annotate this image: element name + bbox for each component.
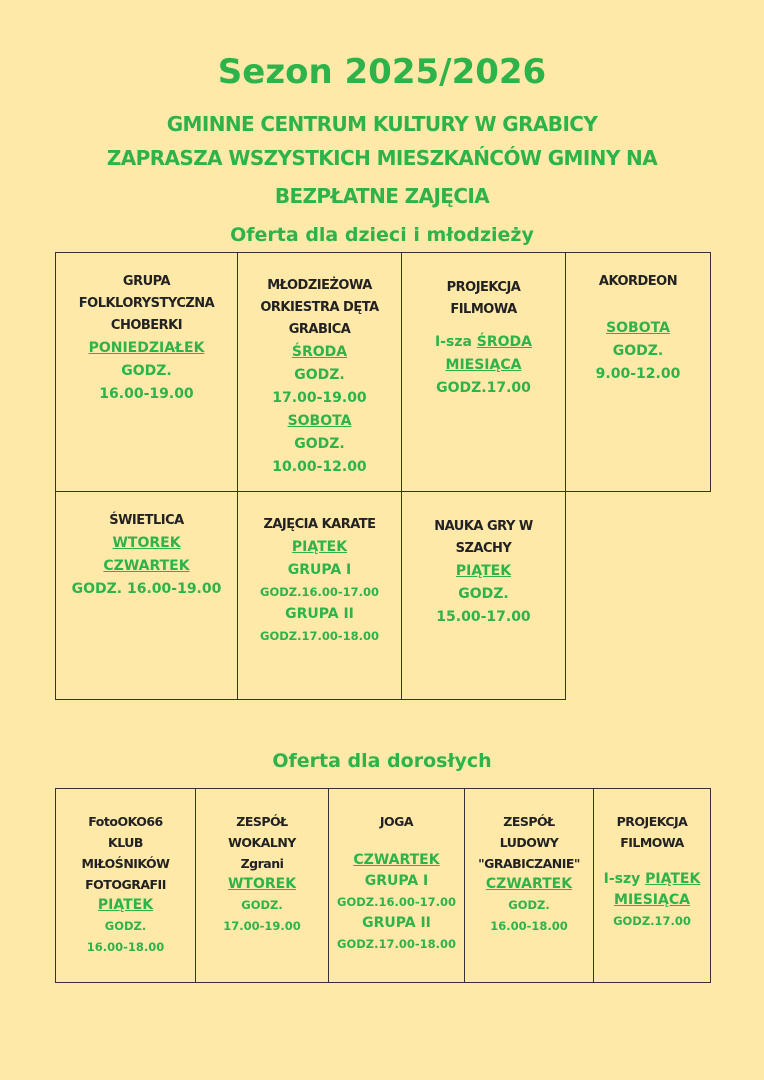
karate-day: PIĄTEK — [291, 539, 348, 555]
kids-heading: Oferta dla dzieci i młodzieży — [230, 224, 534, 246]
cell-projekcja-kids — [401, 252, 566, 492]
akordeon-godz: GODZ. — [612, 343, 664, 359]
foto-name-2: KLUB — [108, 835, 143, 850]
orkiestra-day-1: ŚRODA — [291, 344, 348, 360]
joga-time-2: GODZ.17.00-18.00 — [337, 937, 456, 951]
swietlica-name: ŚWIETLICA — [109, 513, 184, 528]
szachy-name-1: NAUKA GRY W — [434, 519, 533, 534]
orkiestra-day-2: SOBOTA — [287, 413, 352, 429]
ludowy-godz: GODZ. — [508, 898, 550, 912]
ludowy-name-3: "GRABICZANIE" — [478, 856, 580, 871]
cell-projekcja-adults — [593, 788, 711, 983]
grupa-time: 16.00-19.00 — [99, 386, 194, 402]
ludowy-name-2: LUDOWY — [499, 835, 559, 850]
foto-time: 16.00-18.00 — [86, 940, 165, 954]
zespol-name-1: ZESPÓŁ — [236, 814, 288, 829]
projekcja-kids-time: GODZ.17.00 — [436, 380, 531, 396]
swietlica-day-1: WTOREK — [112, 535, 181, 551]
joga-time-1: GODZ.16.00-17.00 — [337, 895, 456, 909]
projekcja-kids-name-1: PROJEKCJA — [446, 280, 521, 295]
projekcja-kids-name-2: FILMOWA — [450, 302, 517, 317]
akordeon-day: SOBOTA — [606, 320, 670, 336]
orkiestra-time-2: 10.00-12.00 — [272, 459, 367, 475]
grupa-name-2: FOLKLORYSTYCZNA — [78, 296, 215, 311]
karate-name: ZAJĘCIA KARATE — [263, 517, 376, 532]
projekcja-adults-time: GODZ.17.00 — [613, 914, 691, 928]
projekcja-adults-name-2: FILMOWA — [620, 835, 684, 850]
joga-name: JOGA — [379, 814, 414, 829]
cell-zespol-wokalny — [195, 788, 329, 983]
ludowy-day: CZWARTEK — [485, 876, 573, 892]
foto-name-1: FotoOKO66 — [88, 814, 163, 829]
foto-name-4: FOTOGRAFII — [85, 877, 166, 892]
joga-group-2: GRUPA II — [362, 915, 431, 931]
orkiestra-name-1: MŁODZIEŻOWA — [267, 278, 372, 293]
foto-day: PIĄTEK — [97, 897, 154, 913]
cell-akordeon — [565, 252, 711, 492]
ludowy-name-1: ZESPÓŁ — [503, 814, 555, 829]
grupa-name-1: GRUPA — [122, 274, 171, 289]
projekcja-adults-pre: I-szy — [603, 871, 646, 887]
zespol-godz: GODZ. — [241, 898, 283, 912]
cell-zespol-ludowy — [464, 788, 594, 983]
zespol-day: WTOREK — [227, 876, 297, 892]
cell-swietlica — [55, 491, 238, 700]
grupa-day: PONIEDZIAŁEK — [88, 340, 205, 356]
projekcja-kids-day: ŚRODA — [476, 334, 533, 350]
foto-godz: GODZ. — [104, 919, 147, 933]
projekcja-adults-miesiaca: MIESIĄCA — [614, 892, 690, 908]
akordeon-time: 9.00-12.00 — [595, 366, 681, 382]
szachy-time: 15.00-17.00 — [436, 609, 531, 625]
page-title: Sezon 2025/2026 — [217, 52, 547, 92]
szachy-name-2: SZACHY — [455, 541, 512, 556]
swietlica-day-2: CZWARTEK — [103, 558, 190, 574]
swietlica-time: GODZ. 16.00-19.00 — [71, 581, 222, 597]
cell-szachy — [401, 491, 566, 700]
projekcja-kids-miesiaca: MIESIĄCA — [445, 357, 522, 373]
subtitle-line-2: ZAPRASZA WSZYSTKICH MIESZKAŃCÓW GMINY NA — [106, 146, 658, 170]
subtitle-line-1: GMINNE CENTRUM KULTURY W GRABICY — [166, 112, 598, 136]
cell-karate — [237, 491, 402, 700]
zespol-name-2: WOKALNY — [228, 835, 296, 850]
orkiestra-godz-1: GODZ. — [294, 367, 345, 383]
orkiestra-time-1: 17.00-19.00 — [272, 390, 367, 406]
projekcja-adults-name-1: PROJEKCJA — [616, 814, 688, 829]
akordeon-name: AKORDEON — [598, 274, 678, 289]
orkiestra-godz-2: GODZ. — [294, 436, 345, 452]
cell-fotooko — [55, 788, 196, 983]
grupa-name-3: CHOBERKI — [110, 318, 183, 333]
grupa-godz: GODZ. — [121, 363, 172, 379]
karate-group-2: GRUPA II — [285, 606, 354, 622]
subtitle-line-3: BEZPŁATNE ZAJĘCIA — [274, 184, 490, 208]
zespol-name-3: Zgrani — [240, 856, 284, 871]
karate-time-1: GODZ.16.00-17.00 — [260, 585, 379, 599]
projekcja-kids-pre: I-sza — [434, 334, 477, 350]
adults-heading: Oferta dla dorosłych — [272, 750, 492, 772]
szachy-day: PIĄTEK — [455, 563, 512, 579]
ludowy-time: 16.00-18.00 — [490, 919, 568, 933]
joga-group-1: GRUPA I — [364, 873, 429, 889]
karate-time-2: GODZ.17.00-18.00 — [260, 629, 379, 643]
cell-joga — [328, 788, 465, 983]
cell-orkiestra — [237, 252, 402, 492]
orkiestra-name-2: ORKIESTRA DĘTA — [260, 300, 379, 315]
szachy-godz: GODZ. — [458, 586, 509, 602]
orkiestra-name-3: GRABICA — [288, 322, 351, 337]
karate-group-1: GRUPA I — [287, 562, 352, 578]
projekcja-adults-day: PIĄTEK — [645, 871, 701, 887]
cell-grupa-folklorystyczna — [55, 252, 238, 492]
zespol-time: 17.00-19.00 — [223, 919, 301, 933]
foto-name-3: MIŁOŚNIKÓW — [81, 856, 170, 871]
joga-day: CZWARTEK — [353, 852, 440, 868]
